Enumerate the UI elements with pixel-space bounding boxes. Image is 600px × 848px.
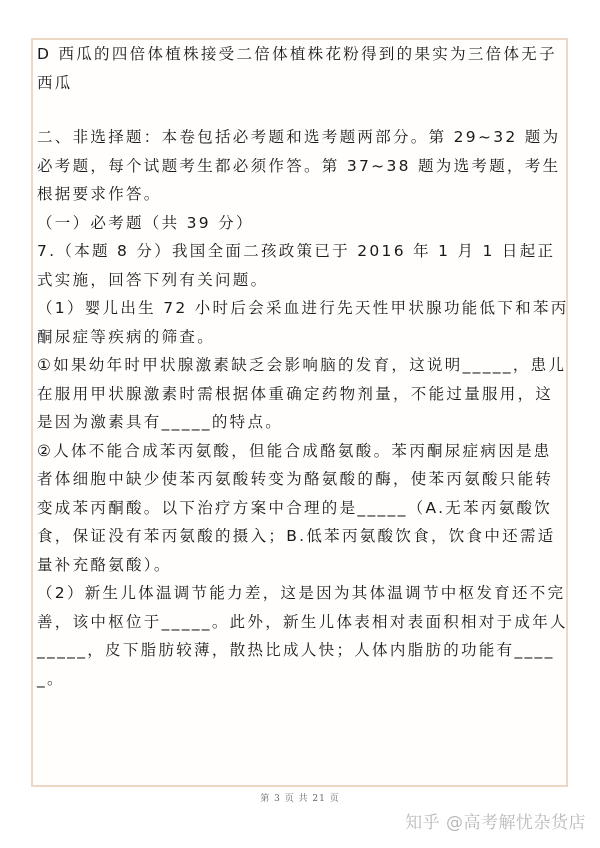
question-7-part-1-item-2: ②人体不能合成苯丙氨酸，但能合成酪氨酸。苯丙酮尿症病因是患者体细胞中缺少使苯丙氨酸转变为酪氨酸的酶，使苯丙氨酸只能转变成苯丙酮酸。以下治疗方案中合理的是_____（A.无苯丙氨酸饮食，保证没有苯丙氨酸的摄入；B.低苯丙氨酸饮食，饮食中还需适量补充酪氨酸）。 <box>37 441 556 574</box>
spacer <box>37 97 569 123</box>
question-7-stem: 7.（本题 8 分）我国全面二孩政策已于 2016 年 1 月 1 日起正式实施，回答下列有关问题。 <box>37 242 556 289</box>
question-7-part-1: （1）婴儿出生 72 小时后会采血进行先天性甲状腺功能低下和苯丙酮尿症等疾病的筛查。 <box>37 299 569 346</box>
subsection-heading-required: （一）必考题（共 39 分） <box>37 213 254 232</box>
watermark: 知乎 @高考解忧杂货店 <box>405 813 586 833</box>
page-number: 第 3 页 共 21 页 <box>260 794 340 804</box>
question-7-part-2: （2）新生儿体温调节能力差，这是因为其体温调节中枢发育还不完善，该中枢位于_____。此外，新生儿体表相对表面积相对于成年人_____，皮下脂肪较薄，散热比成人快；人体内脂肪的功能有_____。 <box>37 584 568 688</box>
section-heading-non-choice: 二、非选择题：本卷包括必考题和选考题两部分。第 29~32 题为必考题，每个试题考生都必须作答。第 37~38 题为选考题，考生根据要求作答。 <box>37 128 561 203</box>
option-d-text: D 西瓜的四倍体植株接受二倍体植株花粉得到的果实为三倍体无子西瓜 <box>37 45 557 92</box>
document-body <box>37 40 569 693</box>
question-7-part-1-item-1: ①如果幼年时甲状腺激素缺乏会影响脑的发育，这说明_____，患儿在服用甲状腺激素时需根据体重确定药物剂量，不能过量服用，这是因为激素具有_____的特点。 <box>37 356 567 431</box>
